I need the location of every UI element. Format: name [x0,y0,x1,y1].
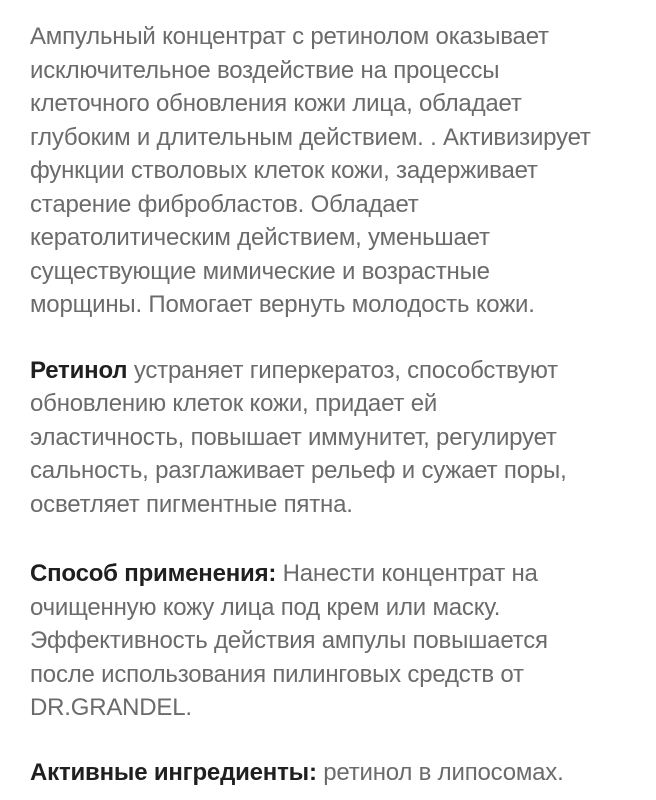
ingredients-paragraph [30,756,640,790]
usage-line: очищенную кожу лица под крем или маску. [30,593,501,621]
usage-first-line [30,557,640,591]
product-description [30,20,640,789]
intro-line: старение фибробластов. Обладает [30,190,419,218]
usage-text: Нанести концентрат на [276,560,538,587]
intro-line: Ампульный концентрат с ретинолом оказывает [30,23,549,50]
intro-line: функции стволовых клеток кожи, задерживает [30,157,538,184]
usage-line: DR.GRANDEL. [30,694,192,721]
retinol-text: устраняет гиперкератоз, способствуют [127,356,558,384]
ingredients-line [30,756,640,790]
retinol-paragraph [30,354,640,522]
intro-line: кератолитическим действием, уменьшает [30,224,490,251]
ingredients-label: Активные ингредиенты: [30,758,317,786]
usage-line: после использования пилинговых средств от [30,660,524,688]
intro-line: морщины. Помогает вернуть молодость кожи. [30,291,535,318]
intro-paragraph [30,20,640,322]
retinol-line: осветляет пигментные пятна. [30,490,353,518]
retinol-label: Ретинол [30,356,128,384]
intro-line: глубоким и длительным действием. . Активизирует [30,123,591,151]
usage-label: Способ применения: [30,560,277,587]
intro-line: существующие мимические и возрастные [30,257,490,285]
intro-line: исключительное воздействие на процессы [30,56,500,84]
usage-line: Эффективность действия ампулы повышается [30,627,548,654]
retinol-line: эластичность, повышает иммунитет, регулирует [30,423,557,451]
retinol-first-line [30,354,640,388]
intro-line: клеточного обновления кожи лица, обладает [30,90,522,117]
ingredients-text: ретинол в липосомах. [316,758,564,786]
retinol-line: обновлению клеток кожи, придает ей [30,390,438,417]
retinol-line: сальность, разглаживает рельеф и сужает поры, [30,457,567,484]
usage-paragraph [30,557,640,725]
